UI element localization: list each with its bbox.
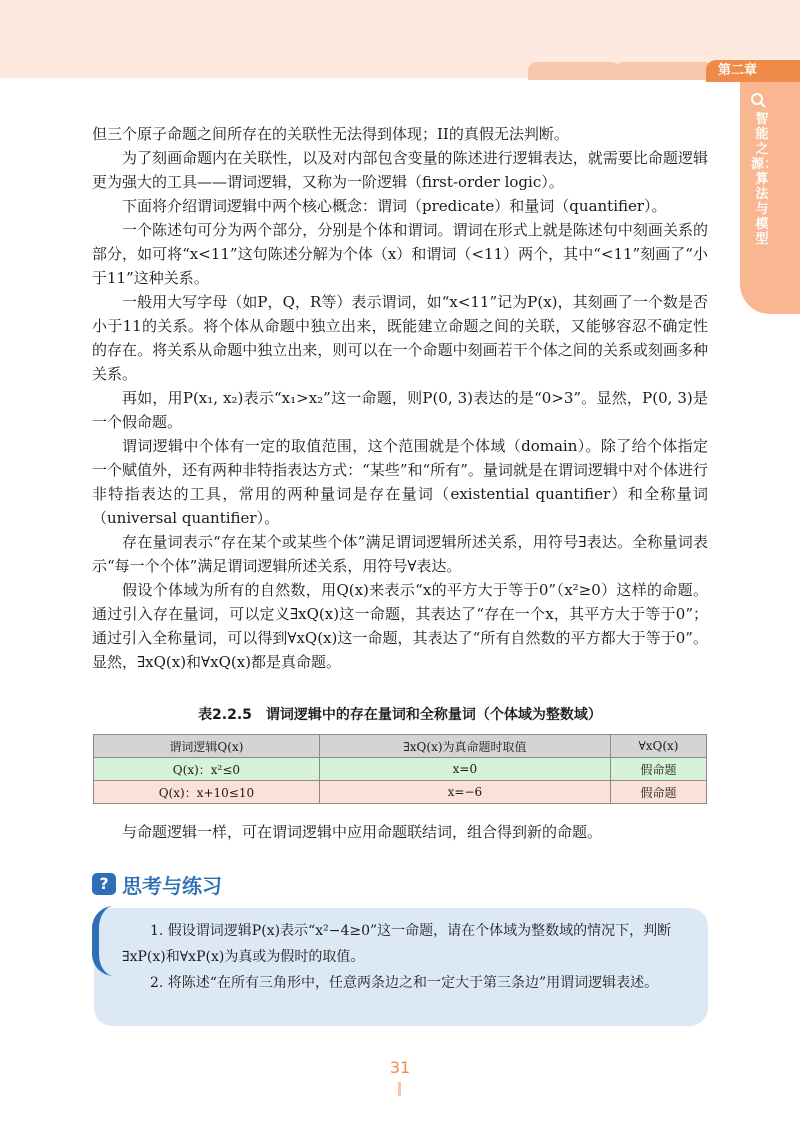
- quantifier-table: [93, 734, 707, 804]
- side-chapter-title: 智能之源：算法与模型: [751, 112, 778, 247]
- table-cell: Q(x)：x²≤0: [94, 758, 320, 781]
- search-icon: [750, 92, 766, 108]
- exercise-item: 1. 假设谓词逻辑P(x)表示“x²−4≥0”这一命题，请在个体域为整数域的情况下，判断∃xP(x)和∀xP(x)为真或为假时的取值。: [122, 923, 672, 965]
- table-cell: x=−6: [319, 781, 610, 804]
- table-header-cell: ∃xQ(x)为真命题时取值: [319, 735, 610, 758]
- header-tab-decoration: [614, 62, 714, 80]
- table-row: [94, 758, 707, 781]
- table-row: [94, 781, 707, 804]
- table-header-row: [94, 735, 707, 758]
- main-text: [92, 122, 708, 674]
- table-cell: Q(x)：x+10≤10: [94, 781, 320, 804]
- table-header-cell: 谓词逻辑Q(x): [94, 735, 320, 758]
- table-caption: 表2.2.5 谓词逻辑中的存在量词和全称量词（个体域为整数域）: [198, 707, 602, 723]
- table-cell: 假命题: [610, 758, 706, 781]
- paragraph: 谓词逻辑中个体有一定的取值范围，这个范围就是个体域（domain）。除了给个体指定一个赋值外，还有两种非特指表达方式：“某些”和“所有”。量词就是在谓词逻辑中对个体进行非特指表达的工具，常用的两种量词是存在量词（existential quantifier）和全称量词（universal quantifier）。: [92, 437, 708, 527]
- exercise-title: 思考与练习: [122, 873, 222, 898]
- paragraph: 下面将介绍谓词逻辑中两个核心概念：谓词（predicate）和量词（quantifier）。: [122, 197, 667, 215]
- table-cell: x=0: [319, 758, 610, 781]
- table-header-cell: ∀xQ(x): [610, 735, 706, 758]
- exercise-content: [122, 918, 692, 996]
- exercise-header: [92, 870, 222, 898]
- paragraph: 再如，用P(x₁, x₂)表示“x₁>x₂”这一命题，则P(0, 3)表达的是“0>3”。显然，P(0, 3)是一个假命题。: [92, 389, 708, 431]
- paragraph: 与命题逻辑一样，可在谓词逻辑中应用命题联结词，组合得到新的命题。: [122, 823, 603, 841]
- paragraph: 但三个原子命题之间所存在的关联性无法得到体现；II的真假无法判断。: [92, 125, 569, 143]
- paragraph: 一般用大写字母（如P，Q，R等）表示谓词，如“x<11”记为P(x)，其刻画了一个数是否小于11的关系。将个体从命题中独立出来，既能建立命题之间的关联，又能够容忍不确定性的存在。将关系从命题中独立出来，则可以在一个命题中刻画若干个体之间的关系或刻画多种关系。: [92, 293, 708, 383]
- question-icon: ?: [92, 873, 116, 895]
- exercise-item: 2. 将陈述“在所有三角形中，任意两条边之和一定大于第三条边”用谓词逻辑表述。: [150, 975, 659, 991]
- page-number: 31: [389, 1058, 411, 1077]
- paragraph: 一个陈述句可分为两个部分，分别是个体和谓词。谓词在形式上就是陈述句中刻画关系的部分，如可将“x<11”这句陈述分解为个体（x）和谓词（<11）两个，其中“<11”刻画了“小于11”这种关系。: [92, 221, 708, 287]
- header-tab-decoration: [528, 62, 620, 80]
- page-number-tick: [398, 1082, 401, 1096]
- paragraph: 为了刻画命题内在关联性，以及对内部包含变量的陈述进行逻辑表达，就需要比命题逻辑更为强大的工具——谓词逻辑，又称为一阶逻辑（first-order logic）。: [92, 149, 708, 191]
- chapter-tab: 第二章: [706, 60, 800, 82]
- paragraph: 假设个体域为所有的自然数，用Q(x)来表示“x的平方大于等于0”（x²≥0）这样的命题。通过引入存在量词，可以定义∃xQ(x)这一命题，其表达了“存在一个x，其平方大于等于0”；通过引入全称量词，可以得到∀xQ(x)这一命题，其表达了“所有自然数的平方都大于等于0”。显然，∃xQ(x)和∀xQ(x)都是真命题。: [92, 581, 708, 671]
- table-cell: 假命题: [610, 781, 706, 804]
- paragraph: 存在量词表示“存在某个或某些个体”满足谓词逻辑所述关系，用符号∃表达。全称量词表示“每一个个体”满足谓词逻辑所述关系，用符号∀表达。: [92, 533, 708, 575]
